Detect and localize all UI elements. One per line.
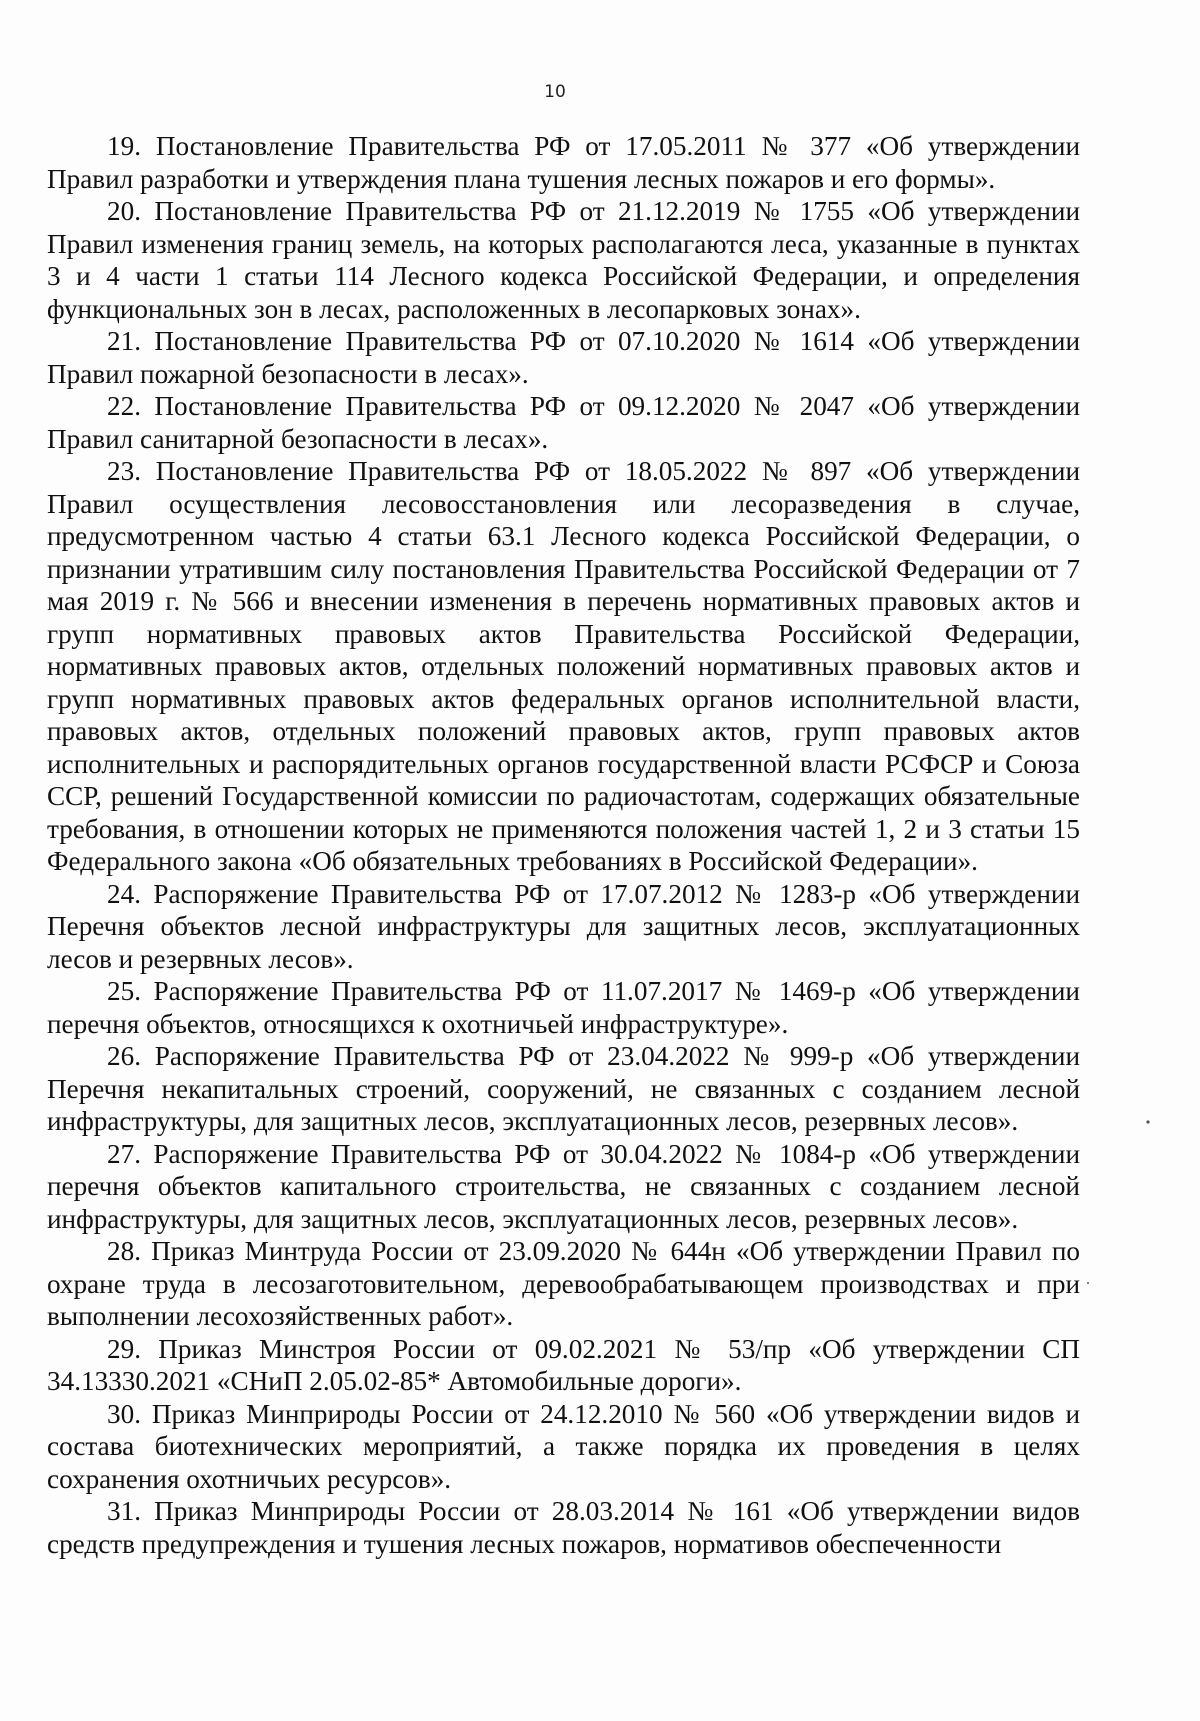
list-item-27: 27. Распоряжение Правительства РФ от 30.04.2022 № 1084-р «Об утверждении перечня объектов капитального строительства, не связанных с созданием лесной инфраструктуры, для защитных лесов, эксплуатационных лесов, резервных лесов». bbox=[47, 1138, 1080, 1234]
scan-speck bbox=[1087, 1282, 1089, 1284]
list-item-20: 20. Постановление Правительства РФ от 21.12.2019 № 1755 «Об утверждении Правил изменения границ земель, на которых располагаются леса, указанные в пунктах 3 и 4 части 1 статьи 114 Лесного кодекса Российской Федерации, и определения функциональных зон в лесах, расположенных в лесопарковых зонах». bbox=[47, 196, 1080, 324]
list-item-23: 23. Постановление Правительства РФ от 18.05.2022 № 897 «Об утверждении Правил осуществления лесовосстановления или лесоразведения в случае, предусмотренном частью 4 статьи 63.1 Лесного кодекса Российской Федерации, о признании утратившим силу постановления Правительства Российской Федерации от 7 мая 2019 г. № 566 и внесении изменения в перечень нормативных правовых актов и групп нормативных правовых актов Правительства Российской Федерации, нормативных правовых актов, отдельных положений нормативных правовых актов и групп нормативных правовых актов федеральных органов исполнительной власти, правовых актов, отдельных положений правовых актов, групп правовых актов исполнительных и распорядительных органов государственной власти РСФСР и Союза ССР, решений Государственной комиссии по радиочастотам, содержащих обязательные требования, в отношении которых не применяются положения частей 1, 2 и 3 статьи 15 Федерального закона «Об обязательных требованиях в Российской Федерации». bbox=[47, 456, 1080, 876]
list-item-25: 25. Распоряжение Правительства РФ от 11.07.2017 № 1469-р «Об утверждении перечня объектов, относящихся к охотничьей инфраструктуре». bbox=[47, 976, 1080, 1039]
list-item-19: 19. Постановление Правительства РФ от 17.05.2011 № 377 «Об утверждении Правил разработки и утверждения плана тушения лесных пожаров и его формы». bbox=[47, 131, 1080, 194]
scan-speck bbox=[1146, 1120, 1149, 1123]
list-item-24: 24. Распоряжение Правительства РФ от 17.07.2012 № 1283-р «Об утверждении Перечня объектов лесной инфраструктуры для защитных лесов, эксплуатационных лесов и резервных лесов». bbox=[47, 878, 1080, 974]
list-item-28: 28. Приказ Минтруда России от 23.09.2020 № 644н «Об утверждении Правил по охране труда в лесозаготовительном, деревообрабатывающем производствах и при выполнении лесохозяйственных работ». bbox=[47, 1236, 1080, 1331]
list-item-22: 22. Постановление Правительства РФ от 09.12.2020 № 2047 «Об утверждении Правил санитарной безопасности в лесах». bbox=[47, 391, 1080, 454]
list-item-26: 26. Распоряжение Правительства РФ от 23.04.2022 № 999-р «Об утверждении Перечня некапитальных строений, сооружений, не связанных с созданием лесной инфраструктуры, для защитных лесов, эксплуатационных лесов, резервных лесов». bbox=[47, 1041, 1080, 1136]
legal-acts-list bbox=[47, 130, 1080, 1560]
page-number: 10 bbox=[544, 82, 566, 102]
list-item-31: 31. Приказ Минприроды России от 28.03.2014 № 161 «Об утверждении видов средств предупреждения и тушения лесных пожаров, нормативов обеспеченности bbox=[47, 1496, 1080, 1559]
list-item-30: 30. Приказ Минприроды России от 24.12.2010 № 560 «Об утверждении видов и состава биотехнических мероприятий, а также порядка их проведения в целях сохранения охотничьих ресурсов». bbox=[47, 1398, 1080, 1494]
list-item-29: 29. Приказ Минстроя России от 09.02.2021 № 53/пр «Об утверждении СП 34.13330.2021 «СНиП 2.05.02-85* Автомобильные дороги». bbox=[47, 1333, 1080, 1396]
list-item-21: 21. Постановление Правительства РФ от 07.10.2020 № 1614 «Об утверждении Правил пожарной безопасности в лесах». bbox=[47, 326, 1080, 389]
